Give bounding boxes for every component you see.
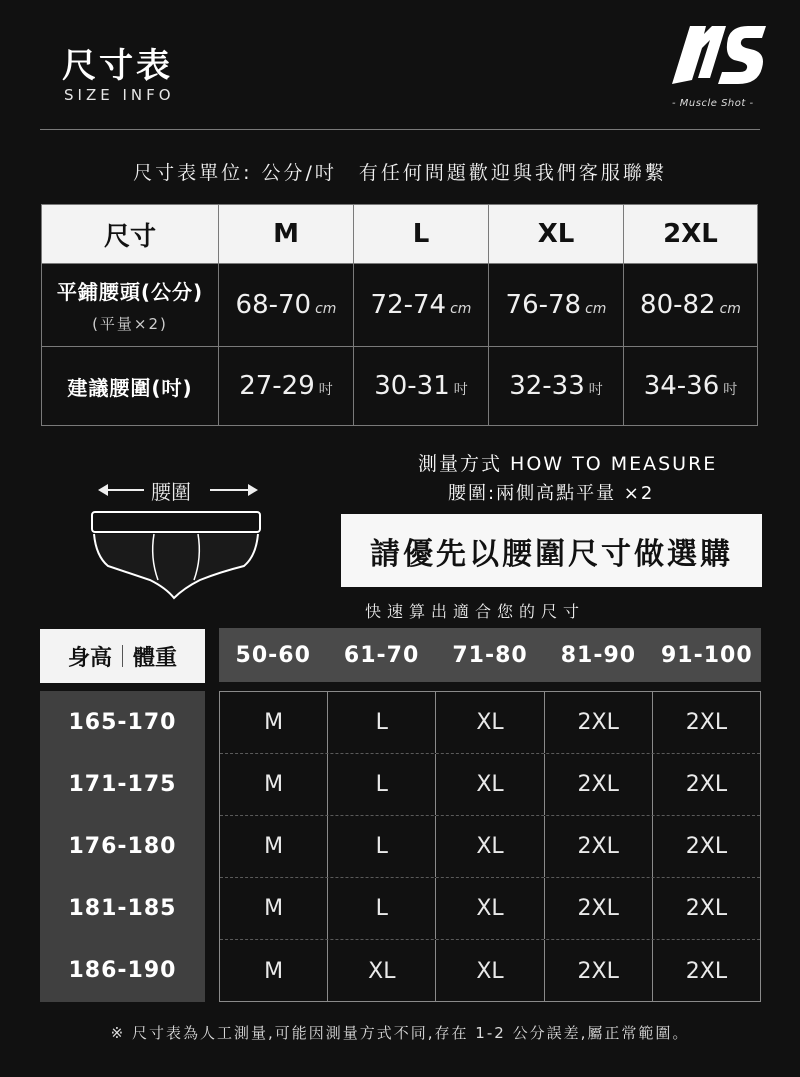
size-header-2xl: 2XL <box>624 205 758 264</box>
table-cell: 76-78 cm <box>489 264 624 347</box>
size-header-m: M <box>219 205 354 264</box>
table-row <box>220 692 760 754</box>
weight-header-label: 體重 <box>133 645 178 671</box>
height-range: 181-185 <box>68 895 177 921</box>
table-cell: 32-33 吋 <box>489 347 624 426</box>
size-cell: 2XL <box>545 692 653 753</box>
weight-range: 61-70 <box>343 642 420 668</box>
size-cell: 2XL <box>685 834 728 859</box>
page-title: 尺寸表 <box>62 46 173 86</box>
size-table-corner: 尺寸 <box>42 205 219 264</box>
row-label-text: 平鋪腰頭(公分) <box>56 280 204 304</box>
size-cell: 2XL <box>685 896 728 921</box>
size-cell: M <box>220 692 328 753</box>
size-cell: XL <box>436 816 544 877</box>
table-cell: 72-74 cm <box>354 264 489 347</box>
header-separator <box>122 645 123 667</box>
table-row <box>220 878 760 940</box>
table-row <box>220 816 760 878</box>
height-range: 171-175 <box>68 771 177 797</box>
size-header-l: L <box>354 205 489 264</box>
recommend-grid <box>219 691 761 1002</box>
size-table-header <box>42 205 758 264</box>
table-cell: 27-29 吋 <box>219 347 354 426</box>
size-cell: M <box>220 816 328 877</box>
ms-logo-icon <box>668 18 768 88</box>
size-cell: L <box>328 878 436 939</box>
size-cell: 2XL <box>545 940 653 1002</box>
brief-underwear-icon <box>88 508 264 602</box>
divider <box>40 129 760 130</box>
size-cell: 2XL <box>685 958 728 984</box>
size-cell: M <box>220 940 328 1002</box>
weight-range: 81-90 <box>560 642 637 668</box>
measure-title: 測量方式 HOW TO MEASURE <box>418 453 718 475</box>
weight-header-row <box>219 628 761 682</box>
height-column <box>40 691 205 1002</box>
page-subtitle: SIZE INFO <box>64 86 175 104</box>
table-cell: 34-36 吋 <box>624 347 758 426</box>
footnote: ※ 尺寸表為人工測量,可能因測量方式不同,存在 1-2 公分誤差,屬正常範圍。 <box>110 1024 690 1042</box>
size-cell: 2XL <box>685 710 728 735</box>
height-range: 186-190 <box>68 957 177 983</box>
size-cell: XL <box>436 940 544 1002</box>
waist-label: 腰圍 <box>151 480 191 504</box>
unit-note: 尺寸表單位: 公分/吋 有任何問題歡迎與我們客服聯繫 <box>133 162 667 184</box>
size-cell: XL <box>436 878 544 939</box>
table-cell: 80-82 cm <box>624 264 758 347</box>
size-cell: L <box>328 754 436 815</box>
row-label-sub: (平量×2) <box>92 315 168 333</box>
size-cell: XL <box>436 754 544 815</box>
size-table <box>41 204 758 426</box>
size-cell: 2XL <box>545 878 653 939</box>
size-cell: XL <box>436 692 544 753</box>
weight-range: 91-100 <box>660 642 753 668</box>
table-cell: 68-70 cm <box>219 264 354 347</box>
table-row <box>42 347 758 426</box>
table-cell: 30-31 吋 <box>354 347 489 426</box>
measure-instruction: 腰圍:兩側高點平量 ×2 <box>448 483 655 504</box>
brand-tagline: - Muscle Shot - <box>672 98 754 109</box>
height-range: 165-170 <box>68 709 177 735</box>
size-cell: L <box>328 816 436 877</box>
size-cell: 2XL <box>685 772 728 797</box>
size-cell: 2XL <box>545 816 653 877</box>
weight-range: 50-60 <box>235 642 311 668</box>
size-header-xl: XL <box>489 205 624 264</box>
table-row <box>220 754 760 816</box>
row-label-waist: 建議腰圍(吋) <box>42 347 219 426</box>
size-cell: 2XL <box>545 754 653 815</box>
table-row <box>42 264 758 347</box>
size-cell: L <box>328 692 436 753</box>
size-cell: M <box>220 878 328 939</box>
row-label-flat-waist <box>42 264 219 347</box>
table-row <box>220 940 760 1002</box>
height-weight-header <box>40 629 205 683</box>
height-range: 176-180 <box>68 833 177 859</box>
height-header-label: 身高 <box>67 645 112 671</box>
weight-range: 71-80 <box>452 642 528 668</box>
priority-note: 請優先以腰圍尺寸做選購 <box>341 514 762 587</box>
size-cell: XL <box>328 940 436 1002</box>
quick-note: 快速算出適合您的尺寸 <box>364 602 585 621</box>
size-cell: M <box>220 754 328 815</box>
